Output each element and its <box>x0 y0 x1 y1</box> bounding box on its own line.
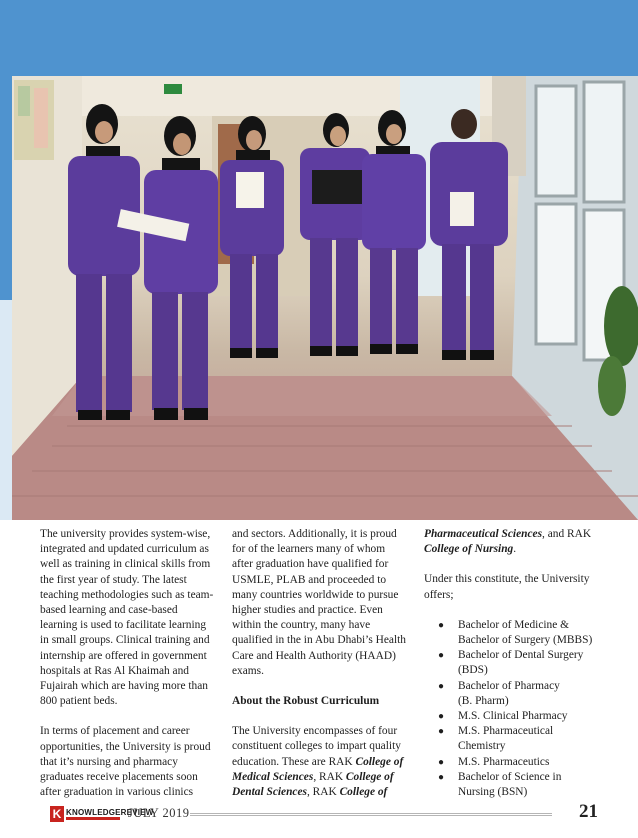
side-color-band <box>0 300 12 520</box>
colleges-mid: , and RAK <box>542 528 592 540</box>
college-of: College of <box>339 786 388 799</box>
section-heading: About the Robust Curriculum <box>232 695 380 708</box>
bullet-icon: ● <box>438 726 445 738</box>
knowledge-review-logo <box>50 806 154 824</box>
paragraph-curriculum: The university provides system-wise, integrated and updated curriculum as well as training in clinical skills from the first year of study. The latest teaching methodologies such as team-based learning and case-based learning is used to facilitate learning in small groups. Clinical training and internship are offered in government hospitals at Ras Al Khaimah and Fujairah which are having more than 800 patient beds. <box>40 528 214 708</box>
college-nursing: College of Nursing <box>424 543 514 556</box>
logo-underline <box>66 817 120 820</box>
bullet-icon: ● <box>438 711 445 723</box>
colleges-end: . <box>513 543 517 556</box>
colleges-sep-2: , RAK <box>306 786 340 799</box>
bullet-icon: ● <box>438 680 445 692</box>
paragraph-colleges-continued <box>424 527 600 557</box>
paragraph-qualifications: and sectors. Additionally, it is proud for of the learners many of whom after graduation have qualified for USMLE, PLAB and proceeded to many countries worldwide to pursue higher studies and practice. Even within the country, many have qualified in the in Abu Dhabi’s Health Care and Health Authority (HAAD) exams. <box>232 528 406 677</box>
bullet-icon: ● <box>438 650 445 662</box>
column-1 <box>40 527 216 815</box>
page-footer <box>0 800 638 830</box>
college-dental: College of Dental Sciences <box>232 770 394 799</box>
issue-date: JULY 2019 <box>128 806 190 820</box>
list-item: ● M.S. Clinical Pharmacy <box>424 709 600 724</box>
offers-list <box>424 618 600 800</box>
person-4 <box>300 113 370 356</box>
list-item: ● Bachelor of Medicine & Bachelor of Surgery (MBBS) <box>438 618 593 647</box>
logo-mark-icon: K <box>50 806 64 822</box>
paragraph-placement: In terms of placement and career opportunities, the University is proud that it’s nursing and pharmacy graduates receive placements soon after graduation in various clinics <box>40 725 211 799</box>
college-medical: College of Medical Sciences <box>232 755 404 783</box>
column-2 <box>232 527 408 815</box>
list-item: ● Bachelor of Science in Nursing (BSN) <box>438 770 562 799</box>
list-item: ● Bachelor of Dental Surgery (BDS) <box>438 649 584 677</box>
footer-rule <box>190 813 552 816</box>
students-photo <box>12 76 638 520</box>
colleges-sep-1: , RAK <box>313 770 346 783</box>
bullet-icon: ● <box>438 619 445 631</box>
offers-intro: Under this constitute, the University offers; <box>424 573 590 601</box>
list-item: ● M.S. Pharmaceutics <box>424 755 600 770</box>
list-item: ● Bachelor of Pharmacy (B. Pharm) <box>438 679 560 707</box>
bullet-icon: ● <box>438 756 445 768</box>
person-6 <box>430 109 508 360</box>
list-item: ● M.S. Pharmaceutical Chemistry <box>438 725 554 753</box>
article-body <box>40 527 600 799</box>
photo-illustration <box>12 76 638 520</box>
bullet-icon: ● <box>438 771 445 783</box>
column-3 <box>424 527 600 800</box>
paragraph-colleges <box>232 724 408 800</box>
college-pharma: Pharmaceutical Sciences <box>424 528 543 540</box>
colleges-lead: The University encompasses of four constituent colleges to impart quality education. These are RAK <box>232 725 401 768</box>
logo-text: KNOWLEDGEREVIEW <box>66 808 154 817</box>
page-number: 21 <box>579 801 598 822</box>
